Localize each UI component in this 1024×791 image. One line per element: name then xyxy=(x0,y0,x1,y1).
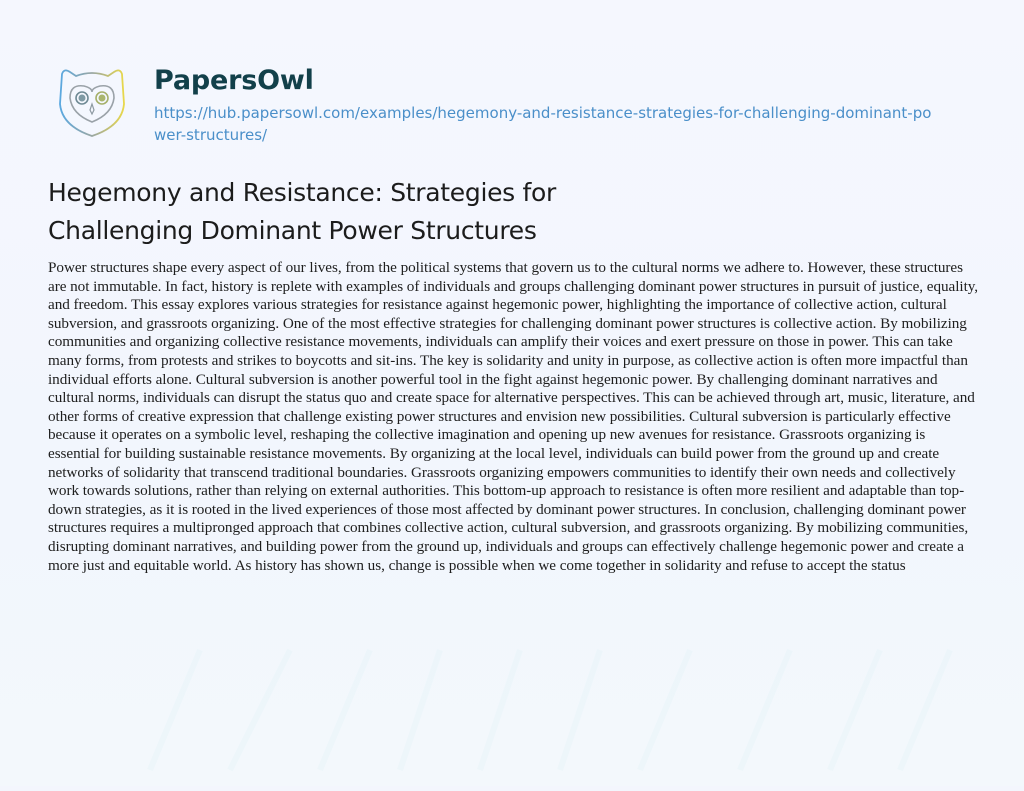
header xyxy=(52,58,934,146)
source-url-link[interactable]: https://hub.papersowl.com/examples/hegemony-and-resistance-strategies-for-challenging-dominant-power-structures/ xyxy=(154,104,932,144)
brand-name: PapersOwl xyxy=(154,65,314,96)
article-body: Power structures shape every aspect of our lives, from the political systems that govern us to the cultural norms we adhere to. However, these structures are not immutable. In fact, history is replete with examples of individuals and groups challenging dominant power structures in pursuit of justice, equality, and freedom. This essay explores various strategies for resistance against hegemonic power, highlighting the importance of collective action, cultural subversion, and grassroots organizing. One of the most effective strategies for challenging dominant power structures is collective action. By mobilizing communities and organizing collective resistance movements, individuals can amplify their voices and exert pressure on those in power. This can take many forms, from protests and strikes to boycotts and sit-ins. The key is solidarity and unity in purpose, as collective action is often more impactful than individual efforts alone. Cultural subversion is another powerful tool in the fight against hegemonic power. By challenging dominant narratives and cultural norms, individuals can disrupt the status quo and create space for alternative perspectives. This can be achieved through art, music, literature, and other forms of creative expression that challenge existing power structures and envision new possibilities. Cultural subversion is particularly effective because it operates on a symbolic level, reshaping the collective imagination and opening up new avenues for resistance. Grassroots organizing is essential for building sustainable resistance movements. By organizing at the local level, individuals can build power from the ground up and create networks of solidarity that transcend traditional boundaries. Grassroots organizing empowers communities to identify their own needs and collectively work towards solutions, rather than relying on external authorities. This bottom-up approach to resistance is often more resilient and adaptable than top-down strategies, as it is rooted in the lived experiences of those most affected by dominant power structures. In conclusion, challenging dominant power structures requires a multipronged approach that combines collective action, cultural subversion, and grassroots organizing. By mobilizing communities, disrupting dominant narratives, and building power from the ground up, individuals and groups can effectively challenge hegemonic power and create a more just and equitable world. As history has shown us, change is possible when we come together in solidarity and refuse to accept the status xyxy=(48,259,979,574)
brand-block xyxy=(154,58,934,146)
article-title: Hegemony and Resistance: Strategies for Challenging Dominant Power Structures xyxy=(48,178,557,245)
watermark-pattern xyxy=(0,630,1024,786)
owl-logo-icon xyxy=(52,60,132,140)
